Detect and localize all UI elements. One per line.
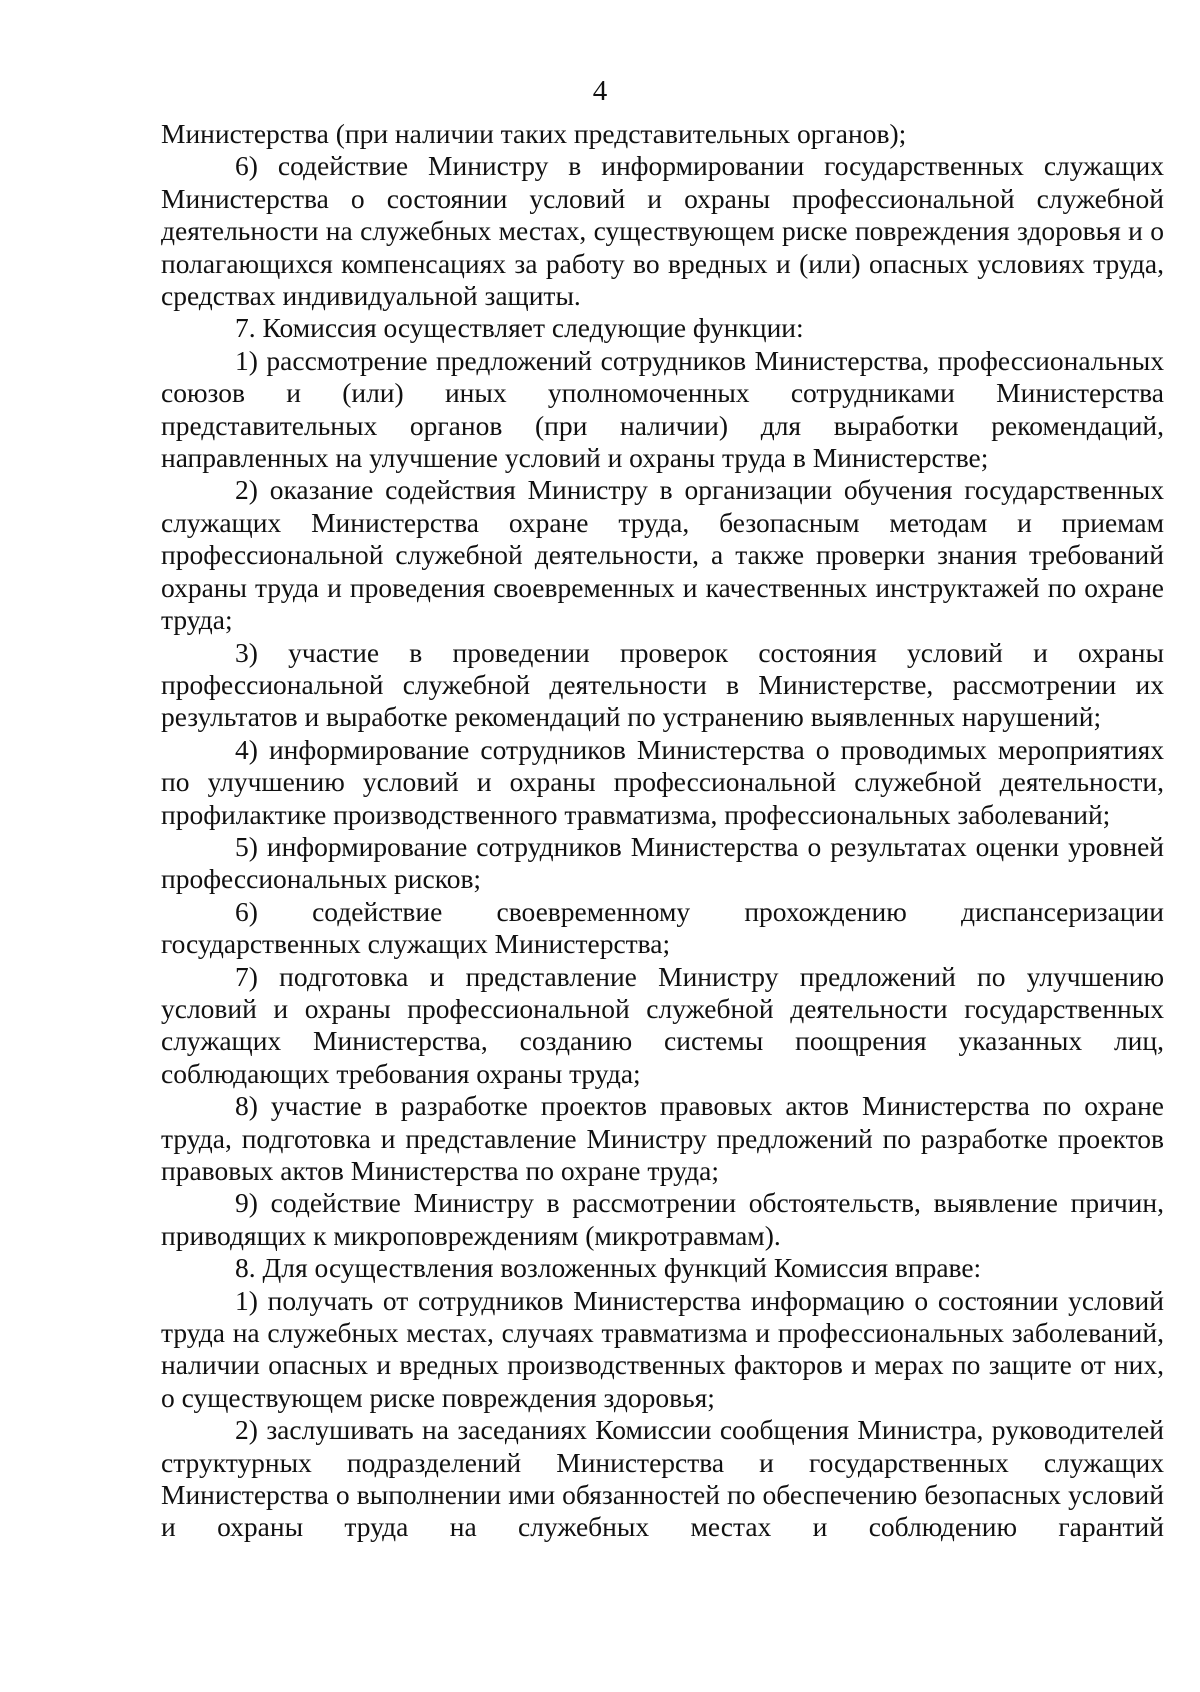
paragraph-section-7-item-8: 8) участие в разработке проектов правовых актов Министерства по охране труда, подготовка и представление Министру предложений по разработке проектов правовых актов Министерства по охране труда; — [161, 1090, 1164, 1186]
paragraph-section-7-item-1: 1) рассмотрение предложений сотрудников Министерства, профессиональных союзов и (или) иных уполномоченных сотрудниками Министерства представительных органов (при наличии) для выработки рекомендаций, направленных на улучшение условий и охраны труда в Министерстве; — [161, 344, 1164, 474]
paragraph-section-7-item-2: 2) оказание содействия Министру в организации обучения государственных служащих Министерства охране труда, безопасным методам и приемам профессиональной служебной деятельности, а также проверки знания требований охраны труда и проведения своевременных и качественных инструктажей по охране труда; — [161, 474, 1164, 636]
paragraph-continuation: Министерства (при наличии таких представительных органов); — [161, 118, 907, 149]
paragraph-section-8: 8. Для осуществления возложенных функций Комиссия вправе: — [235, 1252, 982, 1284]
paragraph-section-7: 7. Комиссия осуществляет следующие функции: — [235, 312, 804, 344]
paragraph-section-7-item-9: 9) содействие Министру в рассмотрении обстоятельств, выявление причин, приводящих к микроповреждениям (микротравмам). — [161, 1187, 1164, 1251]
page-number: 4 — [592, 75, 608, 107]
paragraph-section-7-item-5: 5) информирование сотрудников Министерства о результатах оценки уровней профессиональных рисков; — [161, 830, 1164, 895]
paragraph-section-8-item-1: 1) получать от сотрудников Министерства информацию о состоянии условий труда на служебных местах, случаях травматизма и профессиональных заболеваний, наличии опасных и вредных производственных факторов и мерах по защите от них, о существующем риске повреждения здоровья; — [161, 1284, 1164, 1413]
paragraph-section-7-item-3: 3) участие в проведении проверок состояния условий и охраны профессиональной служебной деятельности в Министерстве, рассмотрении их результатов и выработке рекомендаций по устранению выявленных нарушений; — [161, 636, 1164, 733]
paragraph-section-8-item-2: 2) заслушивать на заседаниях Комиссии сообщения Министра, руководителей структурных подразделений Министерства и государственных служащих Министерства о выполнении ими обязанностей по обеспечению безопасных условий и охраны труда на служебных местах и соблюдению гарантий — [161, 1414, 1164, 1543]
paragraph-item-6-inform: 6) содействие Министру в информировании государственных служащих Министерства о состоянии условий и охраны профессиональной служебной деятельности на служебных местах, существующем риске повреждения здоровья и о полагающихся компенсациях за работу во вредных и (или) опасных условиях труда, средствах индивидуальной защиты. — [161, 150, 1164, 312]
document-body — [161, 118, 1164, 1544]
paragraph-section-7-item-4: 4) информирование сотрудников Министерства о проводимых мероприятиях по улучшению условий и охраны профессиональной служебной деятельности, профилактике производственного травматизма, профессиональных заболеваний; — [161, 733, 1164, 830]
paragraph-section-7-item-7: 7) подготовка и представление Министру предложений по улучшению условий и охраны профессиональной служебной деятельности государственных служащих Министерства, созданию системы поощрения указанных лиц, соблюдающих требования охраны труда; — [161, 960, 1164, 1089]
paragraph-section-7-item-6: 6) содействие своевременному прохождению диспансеризации государственных служащих Министерства; — [161, 895, 1164, 960]
